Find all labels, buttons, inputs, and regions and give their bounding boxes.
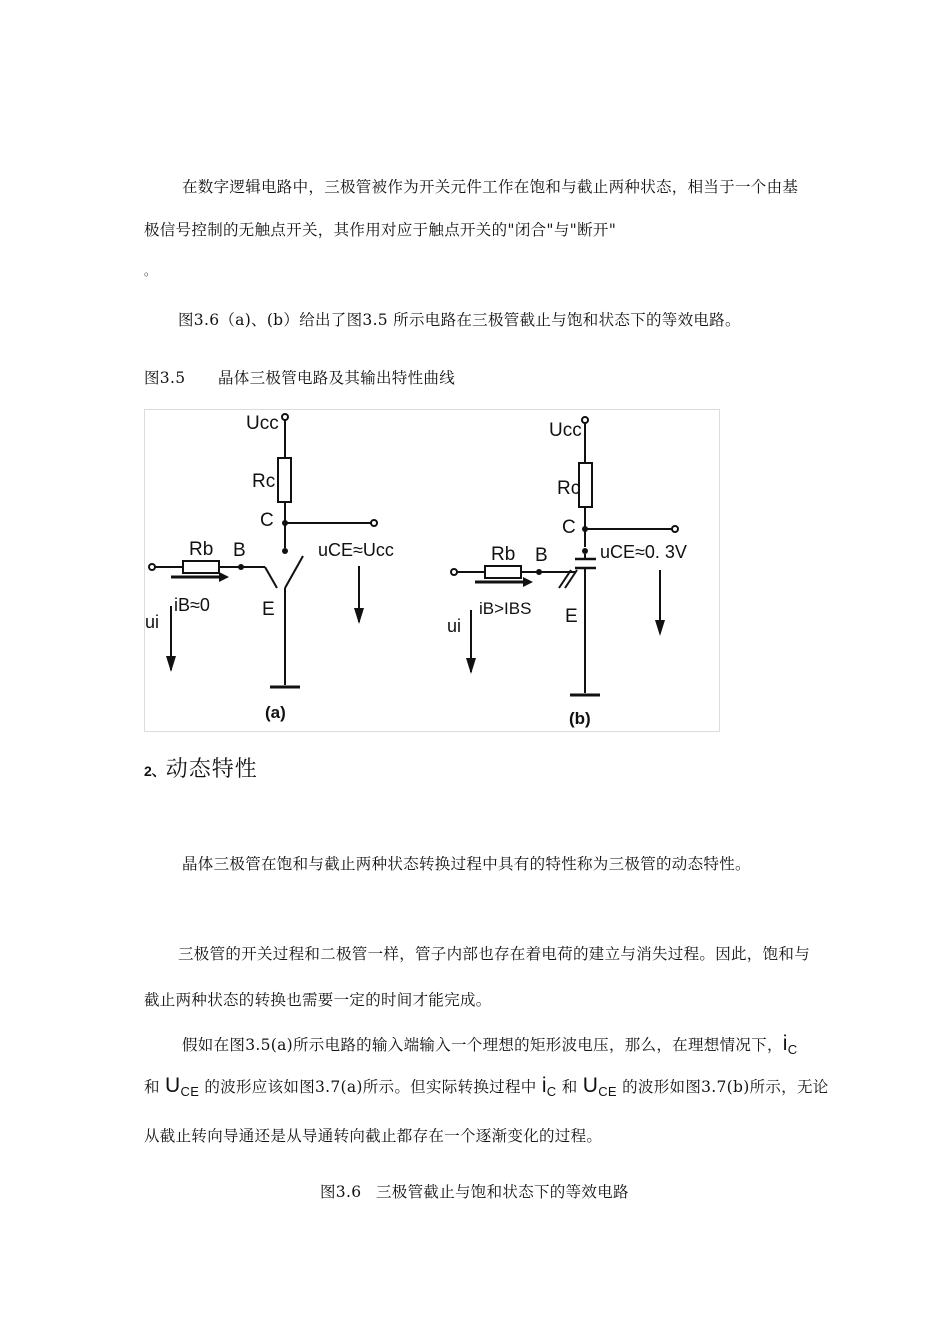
label-b-b: B — [535, 545, 548, 566]
label-c-b: C — [562, 517, 576, 538]
circuit-diagram — [145, 410, 719, 731]
label-rc-a: Rc — [252, 471, 276, 492]
paragraph-dynamic-definition: 晶体三极管在饱和与截止两种状态转换过程中具有的特性称为三极管的动态特性。 — [182, 855, 751, 873]
label-uce-b: uCE≈0. 3V — [600, 542, 687, 562]
caption-text: 三极管截止与饱和状态下的等效电路 — [376, 1183, 629, 1201]
text-line — [144, 1074, 829, 1098]
caption-number: 图3.5 — [144, 369, 186, 387]
section-number: 2、 — [144, 763, 166, 779]
text-line: 。 — [144, 264, 157, 278]
label-ucc-b: Ucc — [549, 420, 582, 441]
label-rb-b: Rb — [491, 544, 516, 565]
label-c-a: C — [260, 510, 274, 531]
text-segment: 假如在图3.5(a)所示电路的输入端输入一个理想的矩形波电压，那么，在理想情况下， — [182, 1036, 783, 1054]
symbol-ic-subscript: C — [546, 1084, 557, 1099]
section-title: 动态特性 — [165, 757, 258, 782]
text-segment: 的波形如图3.7(b)所示，无论 — [616, 1078, 829, 1096]
label-circuit-b: (b) — [569, 709, 591, 728]
label-e-a: E — [262, 599, 275, 620]
symbol-ic: i — [541, 1074, 547, 1097]
symbol-ic: i — [782, 1032, 788, 1055]
rc-resistor-b — [579, 463, 592, 507]
rc-resistor-a — [278, 458, 291, 502]
label-e-b: E — [565, 606, 578, 627]
label-ui-b: ui — [447, 616, 462, 636]
symbol-uce: U — [165, 1074, 181, 1097]
text-segment: 的波形应该如图3.7(a)所示。但实际转换过程中 — [199, 1078, 542, 1096]
paragraph-fig36-reference: 图3.6（a)、(b）给出了图3.5 所示电路在三极管截止与饱和状态下的等效电路。 — [178, 311, 741, 329]
symbol-uce-subscript: CE — [180, 1084, 200, 1099]
rb-resistor-a — [183, 561, 219, 573]
caption-text: 晶体三极管电路及其输出特性曲线 — [218, 369, 456, 387]
text-line: 极信号控制的无触点开关，其作用对应于触点开关的"闭合"与"断开" — [144, 221, 617, 239]
text-segment: 和 — [144, 1078, 166, 1096]
circuit-figure — [144, 409, 720, 732]
label-ucc-a: Ucc — [246, 413, 279, 434]
text-line: 截止两种状态的转换也需要一定的时间才能完成。 — [144, 991, 492, 1009]
text-line — [182, 1032, 797, 1056]
open-switch-blade-a — [285, 556, 303, 588]
text-line: 从截止转向导通还是从导通转向截止都存在一个逐渐变化的过程。 — [144, 1127, 603, 1145]
rb-resistor-b — [485, 566, 521, 578]
label-b-a: B — [233, 540, 246, 561]
symbol-uce: U — [582, 1074, 599, 1097]
caption-number: 图3.6 — [320, 1183, 362, 1201]
label-rb-a: Rb — [189, 539, 214, 560]
text-line: 三极管的开关过程和二极管一样，管子内部也存在着电荷的建立与消失过程。因此，饱和与 — [178, 945, 811, 963]
label-ib-a: iB≈0 — [174, 595, 210, 615]
symbol-ic-subscript: C — [787, 1042, 798, 1057]
text-line: 在数字逻辑电路中，三极管被作为开关元件工作在饱和与截止两种状态，相当于一个由基 — [182, 178, 799, 196]
label-uce-a: uCE≈Ucc — [318, 540, 394, 560]
ucc-terminal-a — [282, 414, 288, 420]
symbol-uce-subscript: CE — [598, 1084, 617, 1099]
ucc-terminal-b — [582, 417, 588, 423]
label-rc-b: Rc — [557, 478, 581, 499]
label-circuit-a: (a) — [265, 703, 286, 722]
label-ui-a: ui — [145, 612, 160, 632]
label-ib-b: iB>IBS — [479, 599, 532, 618]
section-heading — [144, 752, 258, 783]
text-segment: 和 — [556, 1078, 583, 1096]
